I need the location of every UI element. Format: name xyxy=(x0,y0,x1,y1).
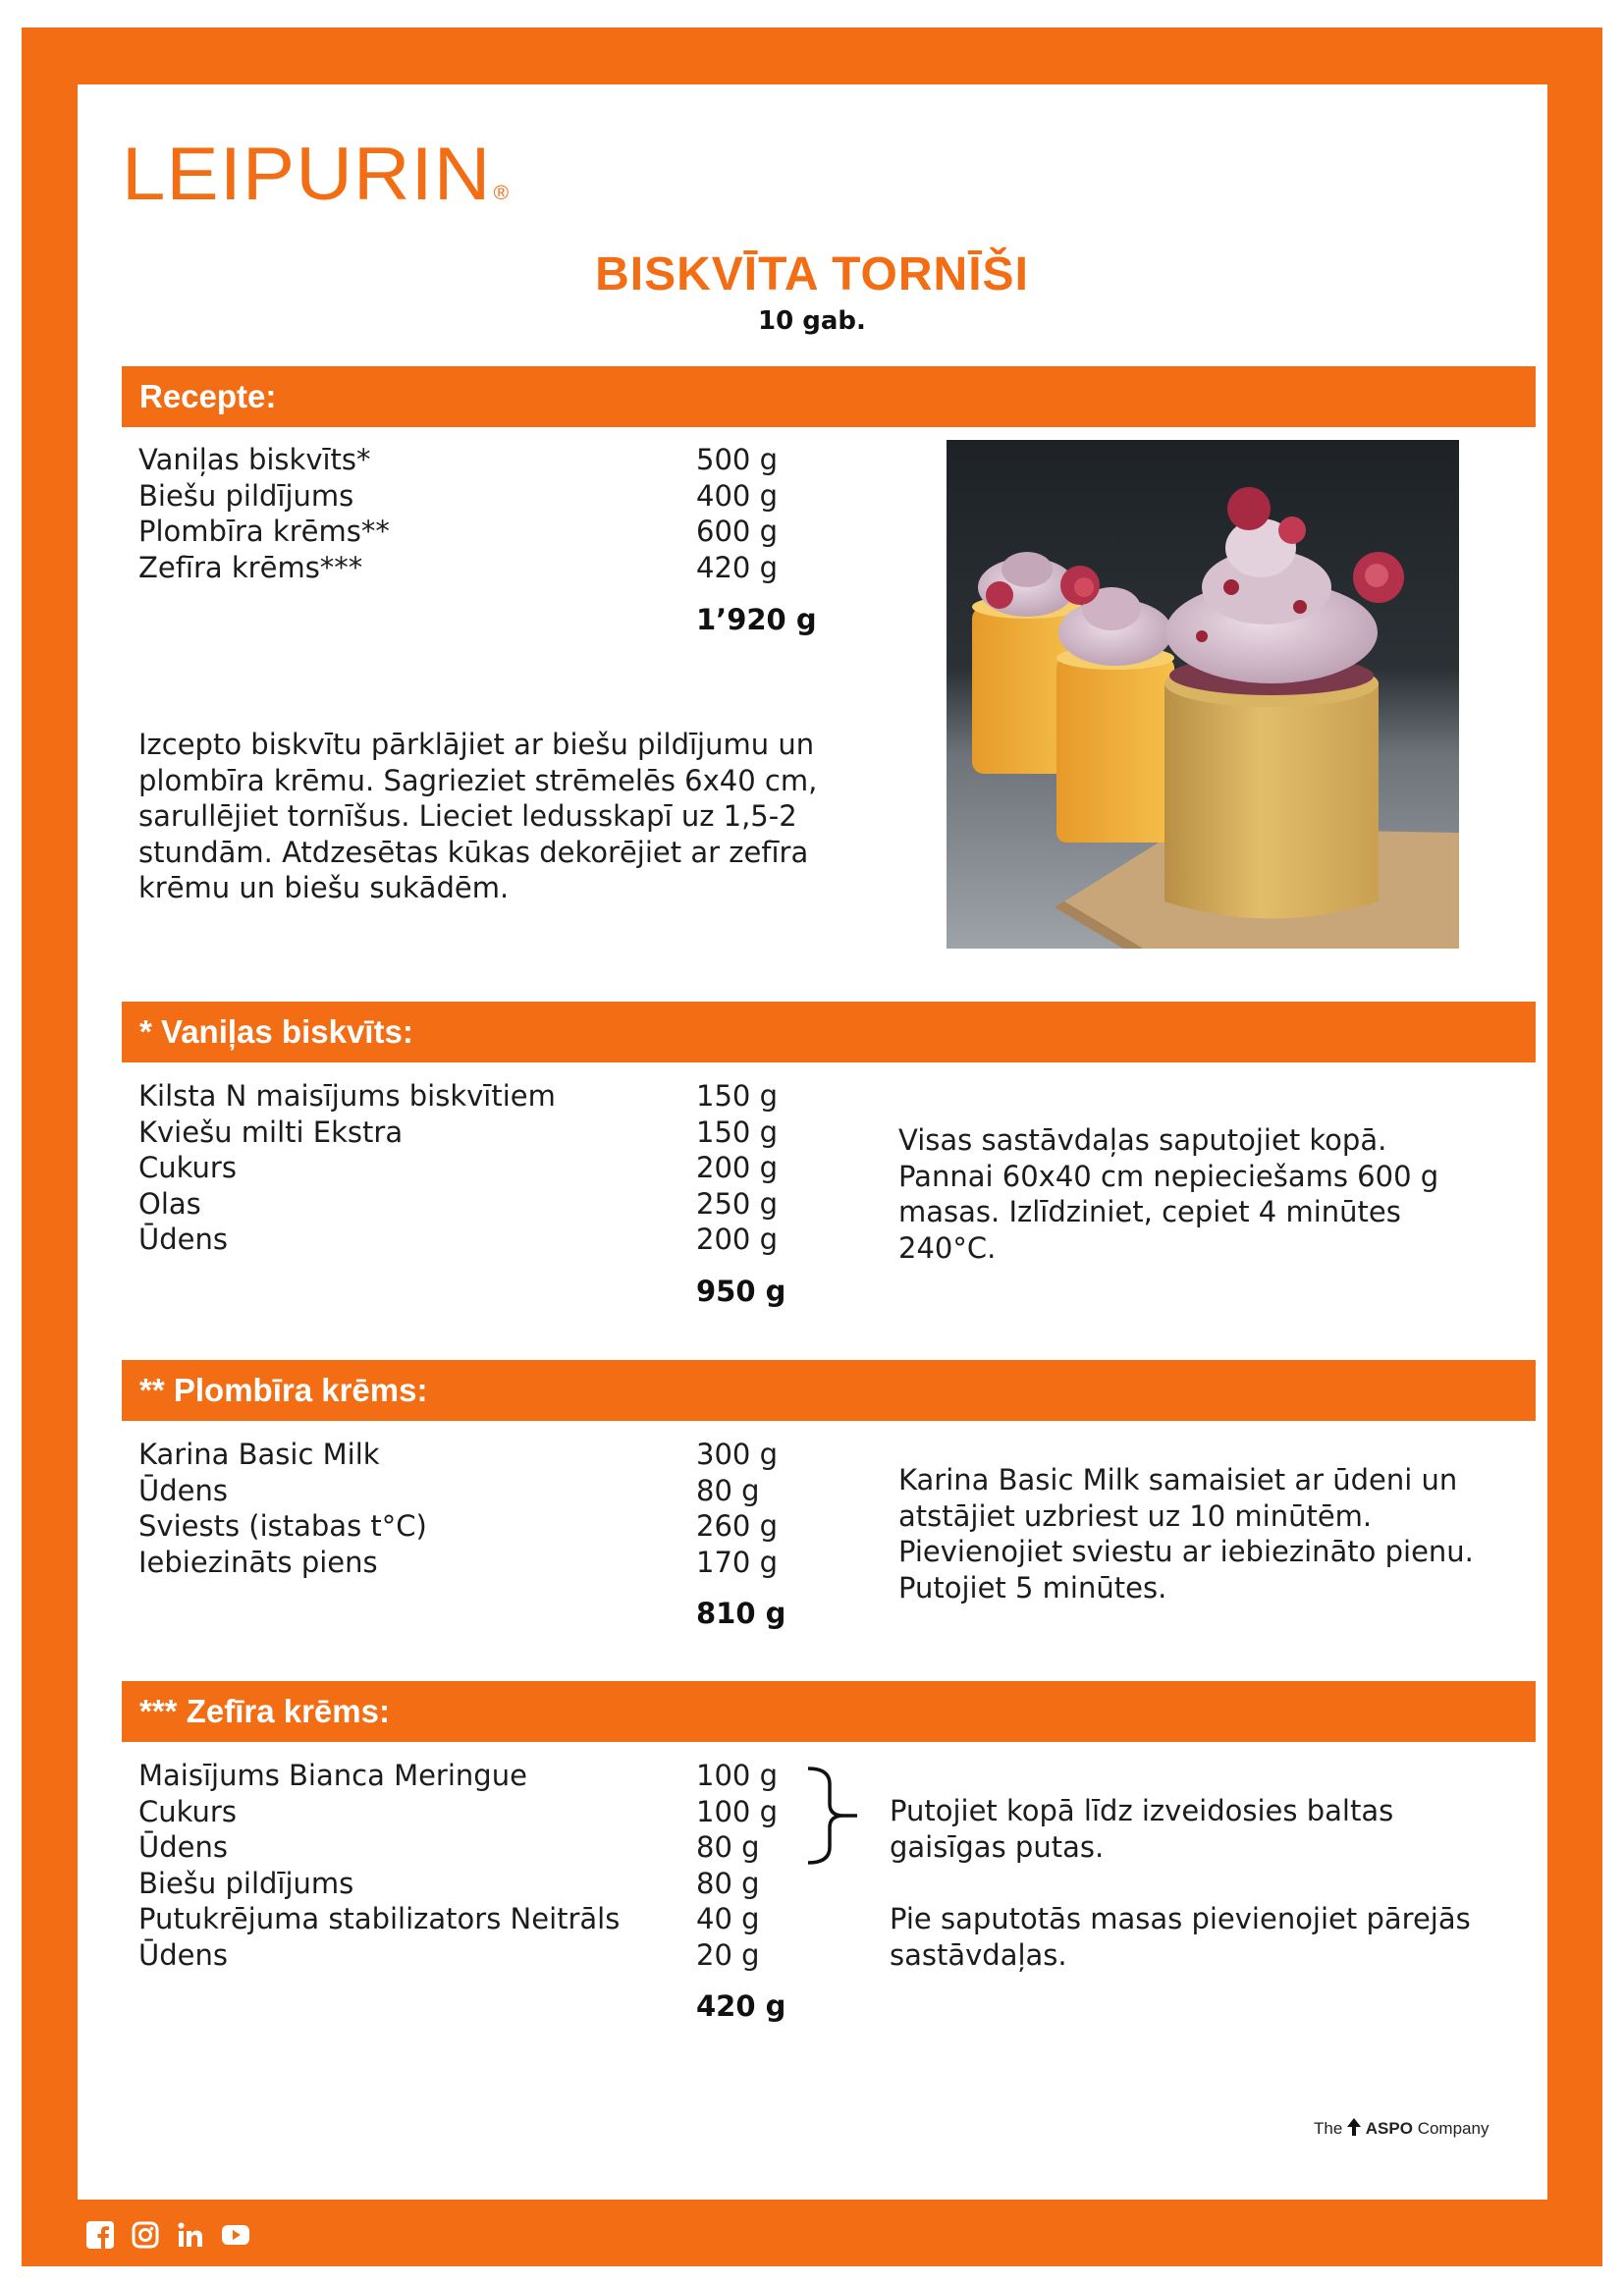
section-bar-vanilla: * Vaniļas biskvīts: xyxy=(122,1002,1536,1062)
ingredient-name: Ūdens xyxy=(138,1830,228,1864)
zephyr-instructions-add xyxy=(890,1901,1471,1973)
plombir-total: 810 g xyxy=(696,1597,786,1630)
instruction-line: Putojiet kopā līdz izveidosies baltas xyxy=(890,1794,1394,1827)
ingredient-amount: 600 g xyxy=(696,515,778,548)
aspo-arrow-icon xyxy=(1347,2118,1361,2136)
aspo-the: The xyxy=(1314,2119,1343,2138)
ingredient-name: Ūdens xyxy=(138,1473,228,1507)
plombir-ingredient-amounts xyxy=(696,1437,778,1580)
ingredient-amount: 20 g xyxy=(696,1937,760,1972)
ingredient-amount: 80 g xyxy=(696,1830,760,1864)
registered-mark: ® xyxy=(493,183,511,204)
instruction-line: 240°C. xyxy=(898,1230,997,1265)
ingredient-name: Biešu pildījums xyxy=(138,478,354,513)
ingredient-name: Ūdens xyxy=(138,1937,228,1972)
ingredient-amount: 150 g xyxy=(696,1079,778,1113)
youtube-icon[interactable] xyxy=(221,2220,250,2250)
recipe-yield: 10 gab. xyxy=(758,306,866,336)
ingredient-amount: 80 g xyxy=(696,1473,760,1507)
ingredient-name: Maisījums Bianca Meringue xyxy=(138,1759,527,1792)
ingredient-name: Cukurs xyxy=(138,1794,237,1828)
ingredient-name: Biešu pildījums xyxy=(138,1866,354,1900)
aspo-company-logo xyxy=(1314,2118,1489,2139)
ingredient-amount: 500 g xyxy=(696,443,778,476)
plombir-ingredient-names xyxy=(138,1437,427,1580)
cake-photo xyxy=(947,440,1459,949)
instruction-line: masas. Izlīdziniet, cepiet 4 minūtes xyxy=(898,1195,1401,1228)
instruction-line: Pannai 60x40 cm nepieciešams 600 g xyxy=(898,1159,1439,1193)
zephyr-ingredient-names xyxy=(138,1758,620,1973)
ingredient-amount: 170 g xyxy=(696,1545,778,1579)
vanilla-ingredient-names xyxy=(138,1078,556,1258)
ingredient-amount: 150 g xyxy=(696,1115,778,1149)
instruction-line: atstājiet uzbriest uz 10 minūtēm. xyxy=(898,1498,1373,1533)
ingredient-name: Karina Basic Milk xyxy=(138,1438,380,1471)
ingredient-amount: 200 g xyxy=(696,1151,778,1184)
ingredient-amount: 300 g xyxy=(696,1438,778,1471)
instruction-line: Izcepto biskvītu pārklājiet ar biešu pildījumu un xyxy=(138,728,815,761)
ingredient-name: Vaniļas biskvīts* xyxy=(138,443,371,476)
zephyr-ingredient-amounts xyxy=(696,1758,778,1973)
instruction-line: gaisīgas putas. xyxy=(890,1829,1105,1864)
instruction-line: plombīra krēmu. Sagrieziet strēmelēs 6x40 cm, xyxy=(138,763,818,797)
ingredient-amount: 80 g xyxy=(696,1866,760,1900)
recipe-total: 1’920 g xyxy=(696,603,817,636)
ingredient-name: Ūdens xyxy=(138,1223,228,1256)
instruction-line: Pie saputotās masas pievienojiet pārejās xyxy=(890,1902,1471,1935)
ingredient-amount: 200 g xyxy=(696,1223,778,1256)
aspo-name: ASPO xyxy=(1365,2119,1413,2138)
ingredient-name: Putukrējuma stabilizators Neitrāls xyxy=(138,1902,621,1935)
section-bar-recipe: Recepte: xyxy=(122,366,1536,427)
ingredient-amount: 100 g xyxy=(696,1794,778,1828)
zephyr-total: 420 g xyxy=(696,1989,786,2023)
facebook-icon[interactable] xyxy=(85,2220,115,2250)
instruction-line: Visas sastāvdaļas saputojiet kopā. xyxy=(898,1123,1387,1157)
instruction-line: sastāvdaļas. xyxy=(890,1937,1067,1972)
ingredient-name: Olas xyxy=(138,1186,201,1221)
recipe-instructions xyxy=(138,727,817,906)
ingredient-amount: 250 g xyxy=(696,1186,778,1221)
instruction-line: Pievienojiet sviestu ar iebiezināto pienu. xyxy=(898,1535,1474,1568)
recipe-title: BISKVĪTA TORNĪŠI xyxy=(595,248,1029,300)
aspo-suffix: Company xyxy=(1417,2119,1489,2138)
zephyr-instructions-whip xyxy=(890,1793,1393,1865)
vanilla-instructions xyxy=(898,1122,1438,1266)
ingredient-name: Zefīra krēms*** xyxy=(138,550,363,584)
instruction-line: Karina Basic Milk samaisiet ar ūdeni un xyxy=(898,1463,1458,1496)
instagram-icon[interactable] xyxy=(131,2220,160,2250)
ingredient-name: Plombīra krēms** xyxy=(138,515,390,548)
recipe-ingredient-amounts xyxy=(696,442,778,585)
instruction-line: stundām. Atdzesētas kūkas dekorējiet ar zefīra xyxy=(138,835,809,869)
section-bar-zephyr: *** Zefīra krēms: xyxy=(122,1681,1536,1742)
ingredient-name: Kilsta N maisījums biskvītiem xyxy=(138,1079,556,1113)
linkedin-icon[interactable] xyxy=(176,2220,205,2250)
ingredient-name: Iebiezināts piens xyxy=(138,1545,378,1579)
instruction-line: Putojiet 5 minūtes. xyxy=(898,1570,1167,1605)
recipe-ingredient-names xyxy=(138,442,390,585)
ingredient-name: Kviešu milti Ekstra xyxy=(138,1115,404,1149)
curly-brace-icon xyxy=(802,1765,861,1867)
ingredient-name: Cukurs xyxy=(138,1151,237,1184)
ingredient-amount: 40 g xyxy=(696,1902,760,1935)
vanilla-ingredient-amounts xyxy=(696,1078,778,1258)
ingredient-amount: 100 g xyxy=(696,1759,778,1792)
social-links xyxy=(85,2219,250,2251)
logo-text: LEIPURIN xyxy=(122,133,492,216)
plombir-instructions xyxy=(898,1462,1474,1605)
leipurin-logo xyxy=(122,133,511,216)
section-bar-plombir: ** Plombīra krēms: xyxy=(122,1360,1536,1421)
ingredient-amount: 420 g xyxy=(696,550,778,584)
instruction-line: sarullējiet tornīšus. Lieciet ledusskapī uz 1,5-2 xyxy=(138,799,797,833)
ingredient-name: Sviests (istabas t°C) xyxy=(138,1509,427,1543)
vanilla-total: 950 g xyxy=(696,1275,786,1308)
ingredient-amount: 260 g xyxy=(696,1509,778,1543)
ingredient-amount: 400 g xyxy=(696,478,778,513)
instruction-line: krēmu un biešu sukādēm. xyxy=(138,871,510,904)
